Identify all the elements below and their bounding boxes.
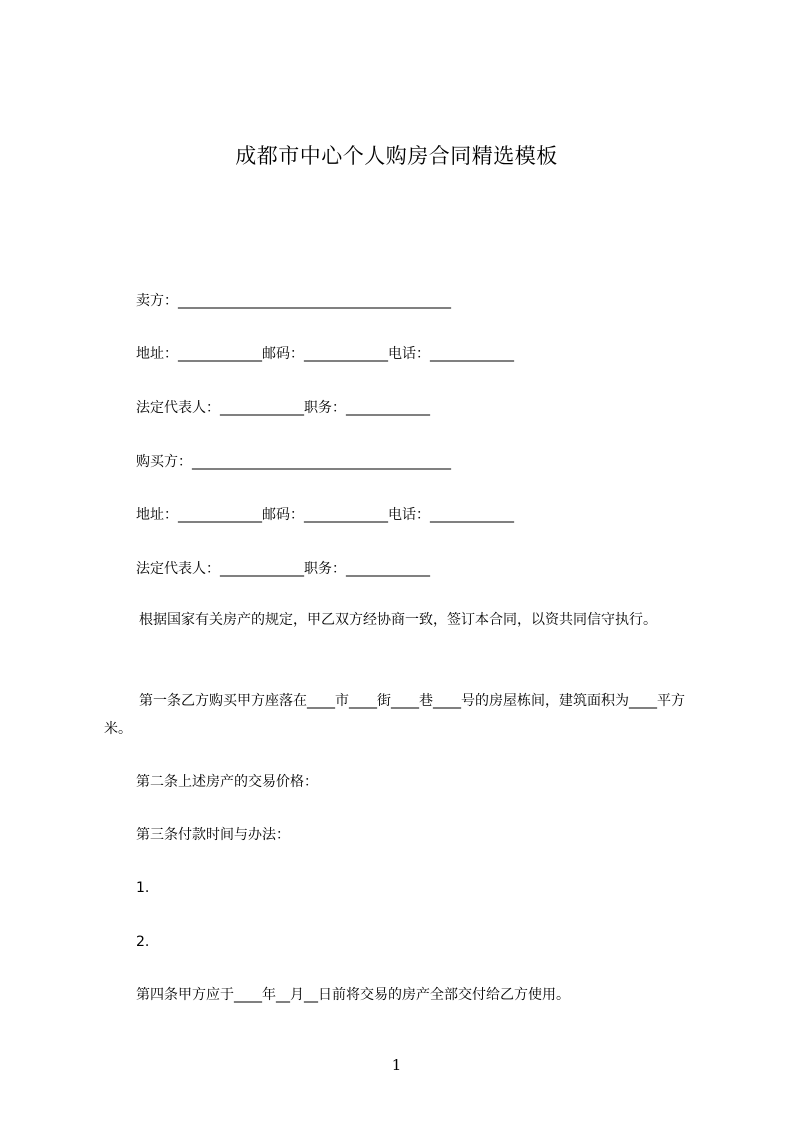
article-2-line: 第二条上述房产的交易价格： — [136, 774, 318, 790]
article-3-line: 第三条付款时间与办法： — [136, 827, 290, 843]
seller-line: 卖方：_______________________________________ — [136, 293, 451, 309]
intro-paragraph: 根据国家有关房产的规定，甲乙双方经协商一致，签订本合同，以资共同信守执行。 — [139, 612, 657, 628]
list-item-1: 1. — [136, 880, 150, 896]
page-number: 1 — [391, 1056, 402, 1074]
document-title: 成都市中心个人购房合同精选模板 — [235, 144, 558, 168]
buyer-representative-line: 法定代表人：____________职务：____________ — [136, 561, 430, 577]
article-4-line: 第四条甲方应于____年__月__日前将交易的房产全部交付给乙方使用。 — [136, 987, 570, 1003]
buyer-line: 购买方：_____________________________________ — [136, 454, 451, 470]
seller-address-line: 地址：____________邮码：____________电话：____________ — [136, 346, 514, 362]
list-item-2: 2. — [136, 934, 150, 950]
seller-representative-line: 法定代表人：____________职务：____________ — [136, 400, 430, 416]
buyer-address-line: 地址：____________邮码：____________电话：____________ — [136, 507, 514, 523]
article-1-paragraph: 第一条乙方购买甲方座落在____市____街____巷____号的房屋栋间，建筑面积为____平方米。 — [104, 693, 685, 737]
